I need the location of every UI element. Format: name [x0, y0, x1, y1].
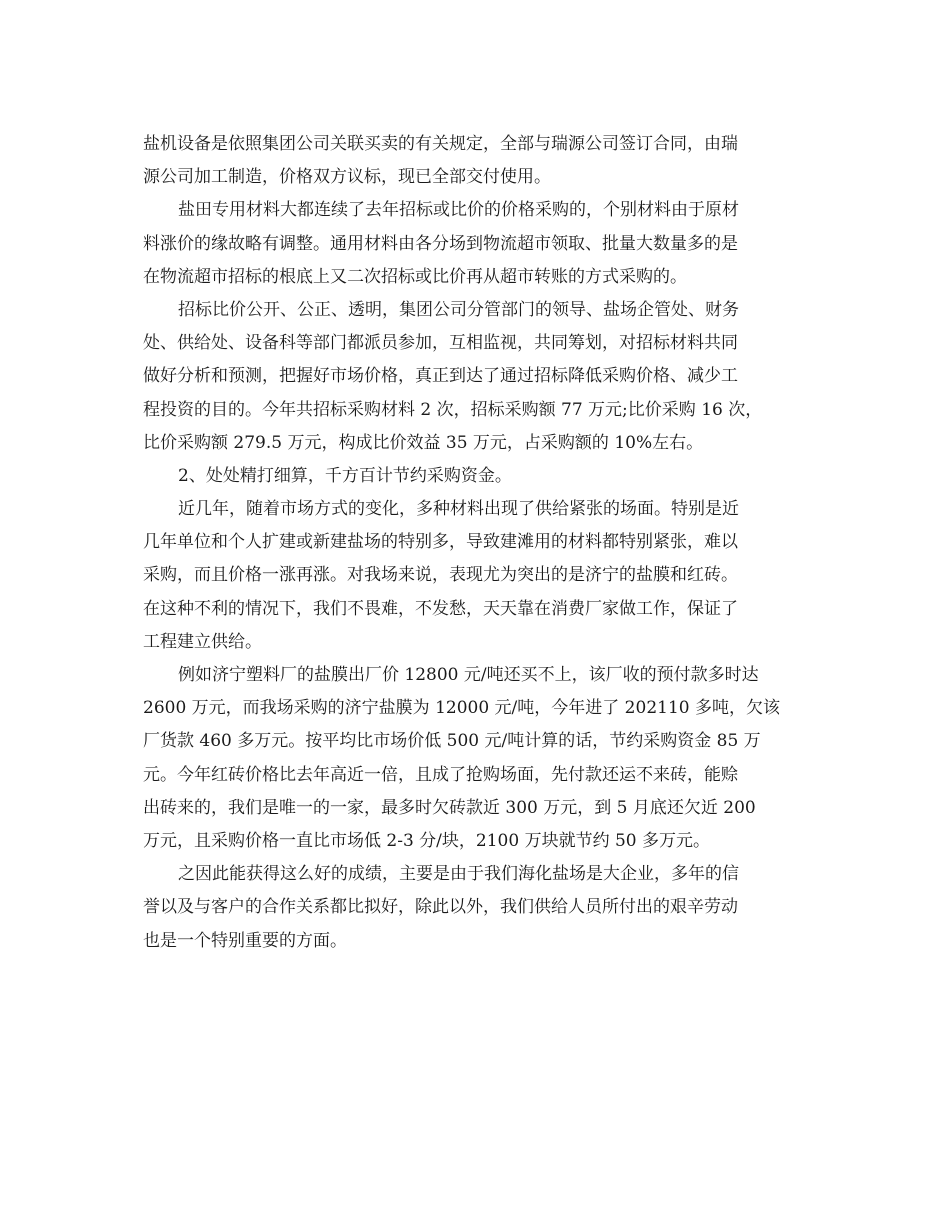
text-line: 程投资的目的。今年共招标采购材料 2 次，招标采购额 77 万元;比价采购 16 次，: [143, 399, 763, 420]
text-line: 在物流超市招标的根底上又二次招标或比价再从超市转账的方式采购的。: [143, 266, 687, 287]
text-line: 出砖来的，我们是唯一的一家，最多时欠砖款近 300 万元，到 5 月底还欠近 200: [143, 797, 756, 818]
text-line: 源公司加工制造，价格双方议标，现已全部交付使用。: [143, 167, 551, 188]
text-line: 盐机设备是依照集团公司关联买卖的有关规定，全部与瑞源公司签订合同，由瑞: [143, 134, 738, 154]
text-line: 在这种不利的情况下，我们不畏难，不发愁，天天靠在消费厂家做工作，保证了: [143, 598, 738, 619]
text-line: 万元，且采购价格一直比市场低 2-3 分/块，2100 万块就节约 50 多万元。: [143, 830, 711, 851]
text-line: 工程建立供给。: [143, 631, 262, 652]
text-line: 做好分析和预测，把握好市场价格，真正到达了通过招标降低采购价格、减少工: [143, 366, 738, 387]
document-body: [143, 128, 813, 958]
paragraph-start-line: 招标比价公开、公正、透明，集团公司分管部门的领导、盐场企管处、财务: [178, 299, 739, 320]
text-line: 料涨价的缘故略有调整。通用材料由各分场到物流超市领取、批量大数量多的是: [143, 233, 738, 254]
paragraph-start-line: 盐田专用材料大都连续了去年招标或比价的价格采购的，个别材料由于原材: [178, 200, 739, 221]
paragraph-start-line: 之因此能获得这么好的成绩，主要是由于我们海化盐场是大企业，多年的信: [178, 864, 739, 885]
text-line: 也是一个特别重要的方面。: [143, 930, 347, 951]
text-line: 比价采购额 279.5 万元，构成比价效益 35 万元，占采购额的 10%左右。: [143, 432, 704, 453]
section-heading-line: 2、处处精打细算，千方百计节约采购资金。: [178, 465, 512, 486]
text-line: 处、供给处、设备科等部门都派员参加，互相监视，共同筹划，对招标材料共同: [143, 333, 738, 354]
text-line: 几年单位和个人扩建或新建盐场的特别多，导致建滩用的材料都特别紧张，难以: [143, 532, 738, 553]
text-line: 厂货款 460 多万元。按平均比市场价低 500 元/吨计算的话，节约采购资金 85 万: [143, 731, 761, 752]
text-line: 誉以及与客户的合作关系都比拟好，除此以外，我们供给人员所付出的艰辛劳动: [143, 897, 738, 918]
text-line: 2600 万元，而我场采购的济宁盐膜为 12000 元/吨，今年进了 202110 多吨，欠该: [143, 698, 780, 719]
text-line: 采购，而且价格一涨再涨。对我场来说，表现尤为突出的是济宁的盐膜和红砖。: [143, 565, 738, 586]
paragraph-start-line: 例如济宁塑料厂的盐膜出厂价 12800 元/吨还买不上，该厂收的预付款多时达: [178, 665, 759, 685]
paragraph-start-line: 近几年，随着市场方式的变化，多种材料出现了供给紧张的场面。特别是近: [178, 499, 739, 520]
text-line: 元。今年红砖价格比去年高近一倍，且成了抢购场面，先付款还运不来砖，能赊: [143, 764, 738, 785]
